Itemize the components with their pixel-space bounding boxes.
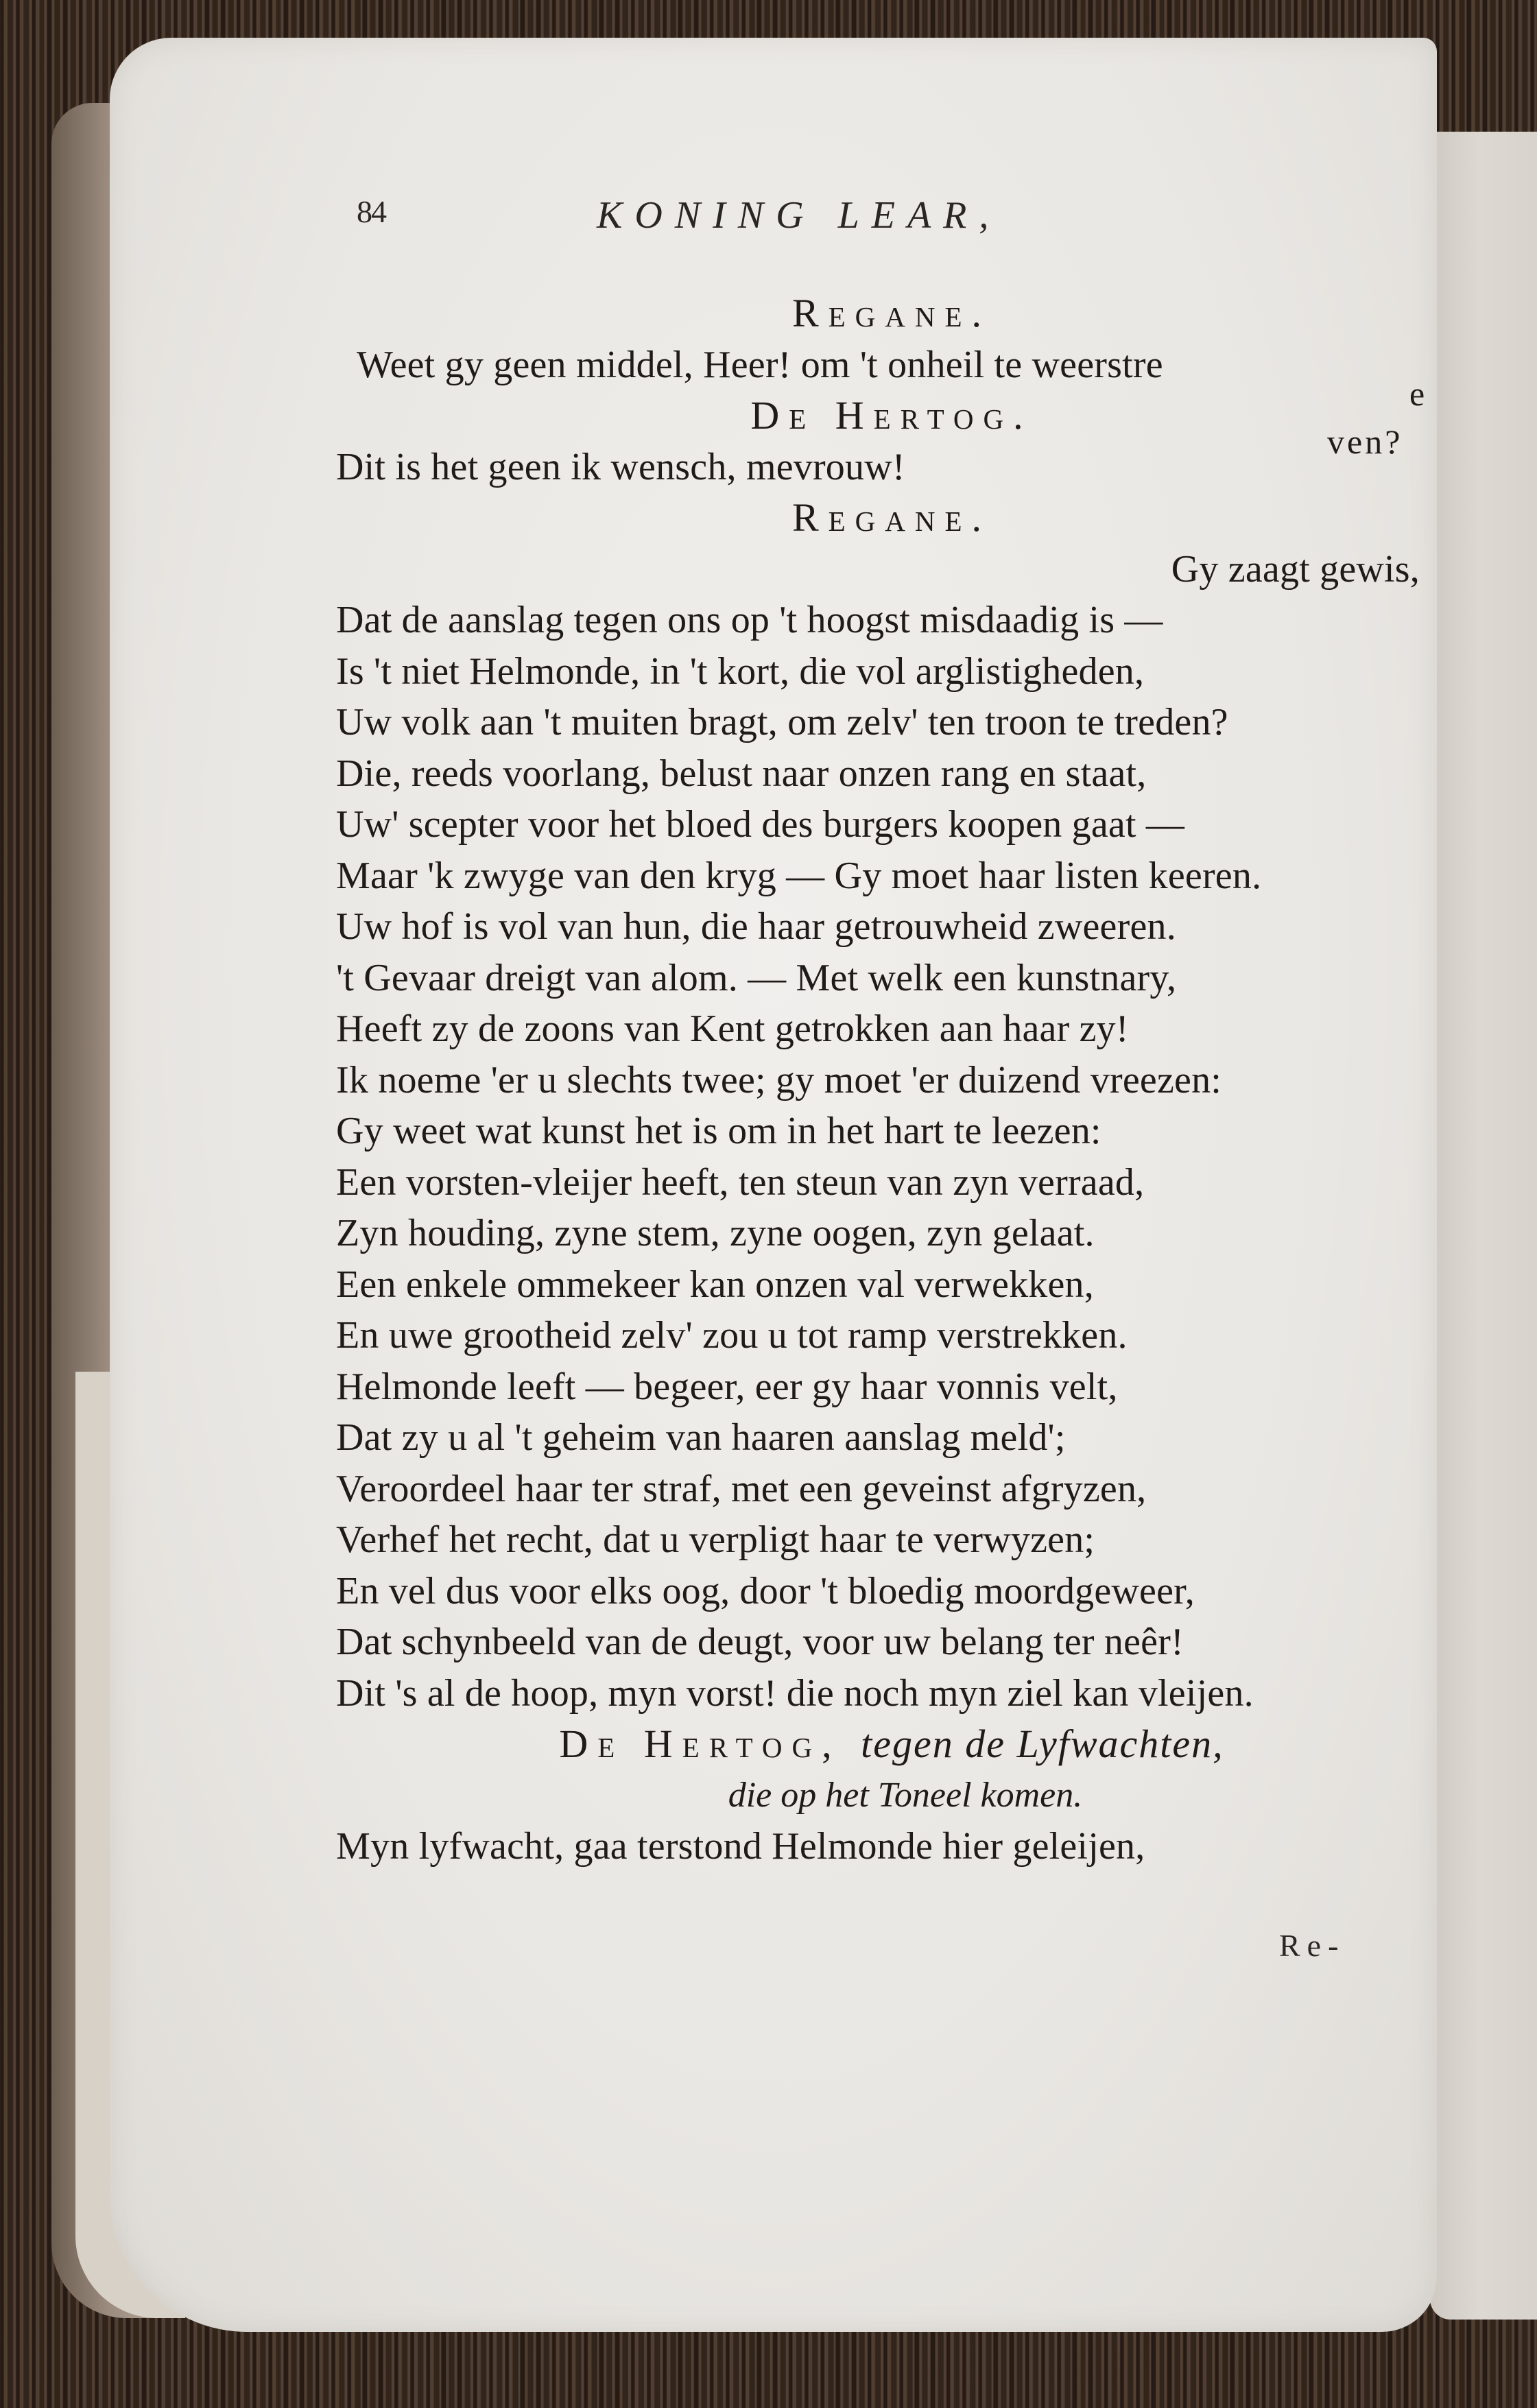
verse-line: Weet gy geen middel, Heer! om 't onheil te weerstre [357,343,1163,386]
verse-line: Myn lyfwacht, gaa terstond Helmonde hier geleijen, [336,1825,1145,1868]
verse-line: Dit is het geen ik wensch, mevrouw! [336,445,905,488]
verse-line: Ik noeme 'er u slechts twee; gy moet 'er duizend vreezen: [336,1058,1222,1101]
speaker-heading-with-direction [336,1719,1447,1770]
verse-line: Die, reeds voorlang, belust naar onzen rang en staat, [336,752,1147,795]
verse-line: Helmonde leeft — begeer, eer gy haar vonnis velt, [336,1365,1118,1408]
overflow-fragment: ven? [1327,422,1403,461]
verse-line: Is 't niet Helmonde, in 't kort, die vol arglistigheden, [336,649,1145,693]
verse-line: Uw volk aan 't muiten bragt, om zelv' ten troon te treden? [336,701,1228,743]
verse-line: Dat zy u al 't geheim van haaren aanslag meld'; [336,1416,1066,1459]
verse-line: Een enkele ommekeer kan onzen val verwekken, [336,1263,1094,1306]
verse-line: En vel dus voor elks oog, door 't bloedig moordgeweer, [336,1569,1195,1612]
overflow-fragment: e [1409,374,1428,413]
speaker-heading: Regane. [791,495,992,540]
verse-line: En uwe grootheid zelv' zou u tot ramp verstrekken. [336,1314,1128,1357]
verse-line: Veroordeel haar ter straf, met een geveinst afgryzen, [336,1467,1147,1510]
verse-line: Dat de aanslag tegen ons op 't hoogst misdaadig is — [336,599,1163,641]
verse-line: Uw hof is vol van hun, die haar getrouwheid zweeren. [336,905,1176,948]
speaker-heading: De Hertog. [750,393,1033,438]
verse-line: Verhef het recht, dat u verpligt haar te verwyzen; [336,1518,1095,1561]
running-title: KONING LEAR, [597,194,1001,237]
play-text [336,288,1447,1872]
speaker-heading: Regane. [791,291,992,335]
stage-direction: die op het Toneel komen. [728,1775,1083,1815]
verse-line: Dit 's al de hoop, myn vorst! die noch myn ziel kan vleijen. [336,1671,1254,1715]
stage-direction: tegen de Lyfwachten, [861,1721,1224,1766]
page-number: 84 [357,194,385,229]
verse-line: Zyn houding, zyne stem, zyne oogen, zyn gelaat. [336,1212,1095,1254]
verse-line: 't Gevaar dreigt van alom. — Met welk een kunstnary, [336,956,1177,999]
verse-line: Dat schynbeeld van de deugt, voor uw belang ter neêr! [336,1621,1184,1663]
speaker-name: De Hertog, [559,1721,842,1766]
catchword: Re- [1279,1928,1346,1963]
page-header [357,193,1248,248]
verse-line: Heeft zy de zoons van Kent getrokken aan haar zy! [336,1008,1129,1050]
verse-line: Gy zaagt gewis, [1171,547,1420,591]
verse-line: Gy weet wat kunst het is om in het hart te leezen: [336,1110,1101,1152]
verse-line: Maar 'k zwyge van den kryg — Gy moet haar listen keeren. [336,854,1262,897]
verse-line: Uw' scepter voor het bloed des burgers koopen gaat — [336,803,1185,846]
verse-line: Een vorsten-vleijer heeft, ten steun van zyn verraad, [336,1160,1145,1204]
